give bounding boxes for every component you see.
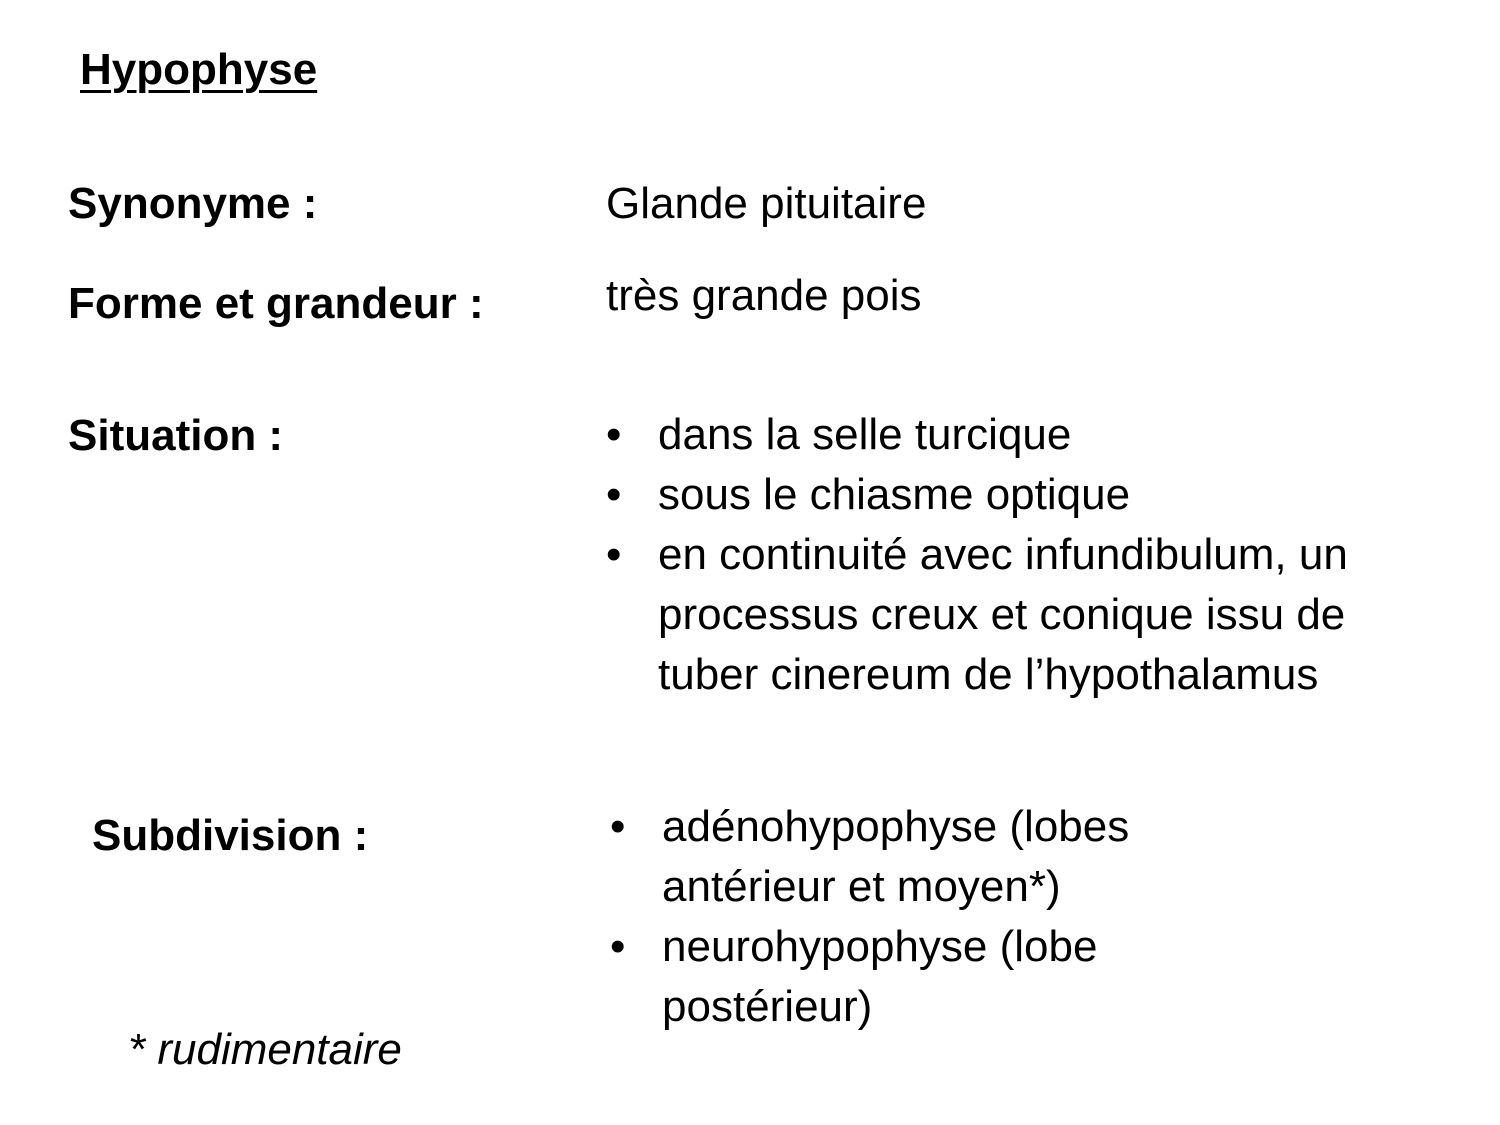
list-item [606,525,1386,705]
bullet-icon: • [606,410,622,459]
footnote: * rudimentaire [128,1025,402,1074]
page-title: Hypophyse [80,45,318,94]
list-item [610,917,1210,1037]
subdivision-list [610,797,1210,1037]
bullet-icon: • [606,530,622,579]
bullet-icon: • [610,802,626,851]
forme-label: Forme et grandeur : [68,279,484,328]
bullet-icon: • [610,922,626,971]
list-item [606,465,1386,525]
bullet-icon: • [606,470,622,519]
list-item [606,405,1386,465]
list-item [610,797,1210,917]
forme-value: très grande pois [606,271,922,320]
situation-item-text: sous le chiasme optique [658,470,1131,519]
situation-label: Situation : [68,411,284,460]
situation-item-text: dans la selle turcique [658,410,1072,459]
situation-list [606,405,1386,705]
subdivision-item-text: adénohypophyse (lobes antérieur et moyen*) [662,802,1130,911]
situation-item-text: en continuité avec infundibulum, un processus creux et conique issu de tuber cinereum de l’hypothalamus [658,530,1348,699]
synonyme-value: Glande pituitaire [606,179,927,228]
synonyme-label: Synonyme : [68,179,318,228]
subdivision-item-text: neurohypophyse (lobe postérieur) [662,922,1098,1031]
subdivision-label: Subdivision : [92,811,369,860]
